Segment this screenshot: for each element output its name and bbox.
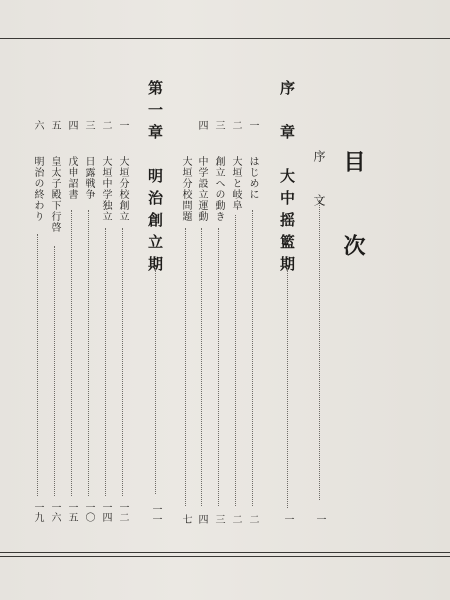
section-page: 一六 xyxy=(49,502,60,522)
section-leader xyxy=(71,210,73,496)
section-page: 三 xyxy=(213,514,224,524)
section-number: 五 xyxy=(49,120,60,130)
preface-page: 一 xyxy=(314,514,325,524)
section-title: 戊申詔書 xyxy=(66,156,77,200)
section-page: 二 xyxy=(247,514,258,524)
section-title: 皇太子殿下行啓 xyxy=(49,156,60,233)
chapter-page: 一一 xyxy=(150,504,161,524)
section-leader xyxy=(105,228,107,496)
section-page: 一四 xyxy=(100,502,111,522)
top-rule xyxy=(0,38,450,39)
section-title: はじめに xyxy=(247,156,258,200)
section-title: 中学設立運動 xyxy=(196,156,207,222)
section-title: 大垣と岐阜 xyxy=(230,156,241,211)
chapter-leader xyxy=(287,268,289,508)
section-leader xyxy=(235,215,237,506)
section-number: 一 xyxy=(247,120,258,130)
preface-label: 序 文 xyxy=(312,150,326,216)
section-title: 創立への動き xyxy=(213,156,224,222)
section-number: 四 xyxy=(66,120,77,130)
section-leader xyxy=(252,210,254,506)
section-leader xyxy=(88,210,90,496)
section-leader xyxy=(201,228,203,506)
section-title: 明治の終わり xyxy=(32,156,43,222)
section-number: 三 xyxy=(213,120,224,130)
section-leader xyxy=(54,246,56,496)
section-leader xyxy=(218,228,220,506)
preface-leader xyxy=(319,200,321,500)
bottom-rule xyxy=(0,552,450,553)
section-number: 二 xyxy=(100,120,111,130)
chapter-leader xyxy=(155,268,157,494)
section-page: 二 xyxy=(230,514,241,524)
section-leader xyxy=(185,228,187,506)
section-page: 一九 xyxy=(32,502,43,522)
section-number: 二 xyxy=(230,120,241,130)
section-leader xyxy=(37,234,39,496)
section-number: 一 xyxy=(117,120,128,130)
section-title: 大垣中学独立 xyxy=(100,156,111,222)
section-leader xyxy=(122,228,124,496)
chapter-page: 一 xyxy=(282,514,293,524)
section-page: 七 xyxy=(180,514,191,524)
section-title: 大垣分校創立 xyxy=(117,156,128,222)
bottom-rule-inner xyxy=(0,556,450,557)
chapter-label: 第一章 明治創立期 xyxy=(146,80,164,278)
section-page: 一二 xyxy=(117,502,128,522)
section-number: 三 xyxy=(83,120,94,130)
section-number: 四 xyxy=(196,120,207,130)
section-title: 日露戦争 xyxy=(83,156,94,200)
section-number: 六 xyxy=(32,120,43,130)
section-title: 大垣分校問題 xyxy=(180,156,191,222)
toc-title: 目 次 xyxy=(340,150,366,276)
section-page: 一〇 xyxy=(83,502,94,522)
section-page: 四 xyxy=(196,514,207,524)
section-page: 一五 xyxy=(66,502,77,522)
chapter-label: 序 章 大中摇籃期 xyxy=(278,80,296,278)
